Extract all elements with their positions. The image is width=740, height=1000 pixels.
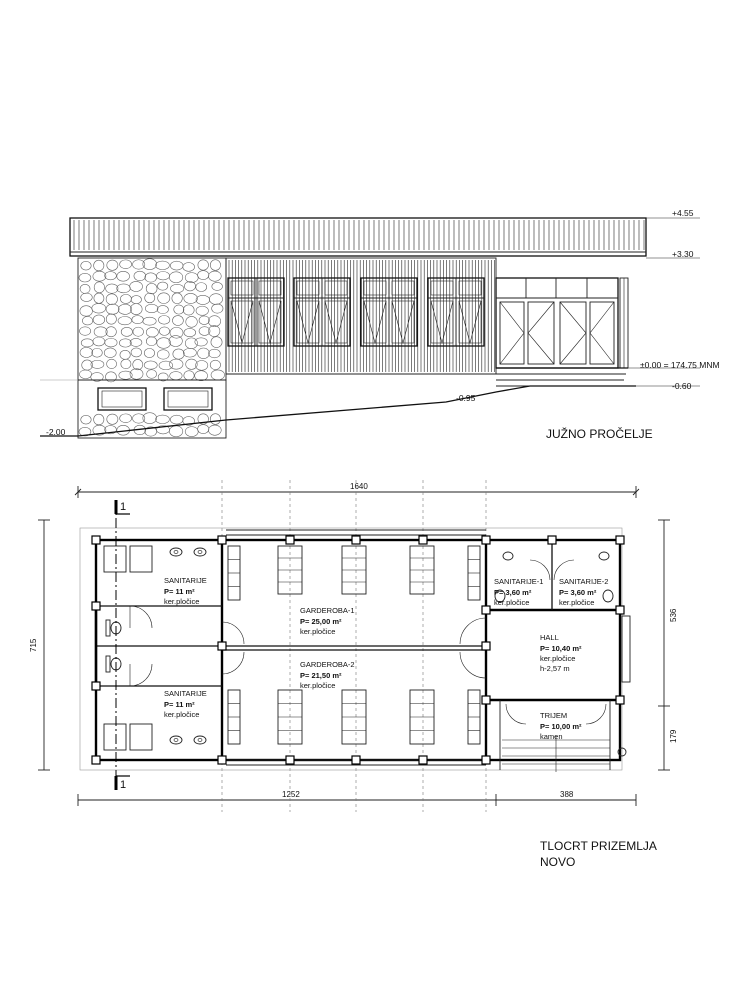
stone	[146, 327, 158, 337]
stone	[130, 281, 143, 291]
stone	[170, 372, 182, 380]
stone	[208, 316, 220, 327]
stone	[169, 359, 183, 369]
stone	[172, 293, 182, 304]
level-eave: +3.30	[672, 249, 694, 259]
stone	[198, 271, 209, 280]
stone	[119, 339, 131, 347]
elevation-windows	[228, 278, 484, 346]
stone	[82, 316, 92, 324]
room-height: h-2,57 m	[540, 664, 570, 673]
room-name: SANITARIJE-1	[494, 577, 544, 586]
stone	[157, 338, 171, 349]
stone	[172, 316, 183, 326]
column	[218, 756, 226, 764]
stone	[195, 338, 207, 346]
stone	[199, 316, 209, 325]
stone	[158, 282, 168, 290]
stone	[170, 415, 183, 424]
stone	[210, 414, 220, 425]
window-pane	[297, 281, 319, 295]
stone	[196, 295, 210, 304]
room-name: SANITARIJE	[164, 689, 207, 698]
column	[482, 536, 490, 544]
column	[482, 756, 490, 764]
plan-benches	[228, 546, 480, 744]
stone	[104, 348, 116, 358]
stone	[121, 359, 131, 368]
elevation-title: JUŽNO PROČELJE	[546, 427, 653, 441]
stone	[156, 415, 170, 424]
room-finish: ker.pločice	[164, 597, 200, 606]
room-name: HALL	[540, 633, 559, 642]
stone	[106, 294, 117, 305]
stone	[196, 283, 207, 292]
stone	[210, 360, 220, 369]
stone	[183, 305, 194, 315]
stone	[132, 316, 144, 324]
stone	[184, 371, 194, 380]
dim-total-height: 715	[29, 638, 38, 652]
stone	[208, 271, 221, 281]
stone	[146, 337, 156, 346]
stone	[120, 294, 131, 303]
stone	[106, 304, 119, 314]
stone	[198, 348, 210, 359]
room-area: P= 3,60 m²	[494, 588, 532, 597]
plan-title: TLOCRT PRIZEMLJA	[540, 839, 657, 853]
room-area: P= 21,50 m²	[300, 671, 342, 680]
level-roof-top: +4.55	[672, 208, 694, 218]
stone	[105, 272, 117, 280]
stone	[81, 261, 91, 270]
dimension-left	[29, 520, 50, 770]
room-area: P= 10,40 m²	[540, 644, 582, 653]
stone	[159, 327, 169, 335]
room-name: GARDEROBA-2	[300, 660, 355, 669]
stone	[93, 337, 105, 346]
stone	[170, 284, 183, 292]
level-left-ground: -2.00	[46, 427, 66, 437]
stone	[169, 336, 182, 347]
stone	[210, 260, 220, 271]
stone	[107, 260, 118, 270]
room-name: TRIJEM	[540, 711, 568, 720]
room-label-sanitarije-top	[164, 576, 207, 606]
level-right-ground: -0.60	[672, 381, 692, 391]
stone	[211, 370, 225, 380]
dimension-right	[658, 520, 678, 770]
stone	[183, 263, 195, 272]
stone	[186, 316, 198, 327]
stone	[79, 327, 90, 335]
room-area: P= 11 m²	[164, 700, 195, 709]
stone	[79, 370, 91, 379]
stone	[81, 339, 93, 347]
column	[218, 642, 226, 650]
stone	[79, 273, 91, 282]
column	[419, 536, 427, 544]
window-pane	[259, 301, 281, 343]
stone	[169, 426, 182, 437]
dimension-top	[75, 482, 639, 498]
stone	[209, 294, 222, 305]
stone	[211, 337, 222, 348]
plan-subtitle: NOVO	[540, 855, 576, 869]
stone	[212, 304, 223, 313]
stone	[120, 350, 130, 359]
stone	[92, 348, 102, 357]
column	[482, 606, 490, 614]
column	[92, 536, 100, 544]
stone	[145, 293, 155, 303]
stone	[145, 304, 158, 313]
room-finish: kamen	[540, 732, 563, 741]
stone	[133, 327, 143, 336]
stone	[157, 350, 169, 360]
room-label-garderoba-2	[300, 660, 355, 690]
stone	[81, 293, 93, 301]
stone	[94, 414, 104, 425]
stone	[130, 338, 142, 346]
stone	[198, 260, 209, 270]
stone	[81, 415, 91, 424]
stone	[146, 283, 157, 293]
stone	[185, 427, 198, 437]
window-pane	[459, 281, 481, 295]
column	[92, 602, 100, 610]
stone	[158, 315, 169, 324]
stone	[131, 296, 141, 304]
window-pane	[297, 301, 319, 343]
room-label-hall	[540, 633, 582, 673]
column	[218, 536, 226, 544]
stone	[118, 317, 132, 325]
elevation-roof	[70, 218, 646, 256]
room-label-sanitarije-bottom	[164, 689, 207, 719]
room-finish: ker.pločice	[300, 681, 336, 690]
column	[286, 536, 294, 544]
section-marker-bottom: 1	[120, 779, 127, 791]
stone	[106, 284, 118, 293]
stone	[117, 271, 130, 281]
section-marker-top: 1	[120, 501, 127, 513]
elevation-entrance	[496, 278, 628, 386]
stone	[157, 272, 170, 280]
room-name: GARDEROBA-1	[300, 606, 355, 615]
column	[548, 536, 556, 544]
stone	[212, 282, 223, 290]
stone	[183, 348, 196, 357]
window-pane	[459, 301, 481, 343]
stone	[147, 370, 157, 379]
column	[482, 696, 490, 704]
level-zero: ±0.00 = 174.75 MNM	[640, 360, 720, 370]
room-label-garderoba-1	[300, 606, 355, 636]
stone	[117, 284, 131, 293]
stone	[156, 261, 170, 270]
column	[482, 642, 490, 650]
column	[92, 682, 100, 690]
stone	[105, 338, 117, 347]
stone	[107, 414, 118, 424]
stone	[80, 284, 90, 293]
stone	[173, 349, 184, 359]
window-pane	[259, 281, 281, 295]
window-opening-mark	[297, 301, 319, 343]
room-name: SANITARIJE	[164, 576, 207, 585]
room-label-sanitarije-1	[494, 577, 543, 607]
dimension-bottom	[78, 790, 636, 806]
stone	[170, 261, 183, 270]
stone	[157, 306, 168, 314]
stone	[184, 293, 198, 303]
stone	[94, 260, 104, 271]
stone	[120, 414, 132, 423]
stone	[184, 328, 196, 336]
stone	[80, 306, 93, 316]
dim-right-width: 388	[560, 790, 574, 799]
stone	[118, 304, 132, 314]
stone	[185, 273, 198, 283]
column	[616, 536, 624, 544]
column	[286, 756, 294, 764]
dim-left-width: 1252	[282, 790, 300, 799]
stone	[94, 327, 107, 337]
window-opening-mark	[259, 301, 281, 343]
stone	[159, 361, 173, 370]
stone	[92, 303, 106, 313]
stone	[93, 271, 106, 281]
room-finish: ker.pločice	[540, 654, 576, 663]
room-label-trijem	[540, 711, 582, 741]
stone	[143, 317, 156, 325]
room-label-sanitarije-2	[559, 577, 608, 607]
level-mid-ground: -0.95	[456, 393, 476, 403]
south-elevation	[40, 208, 720, 441]
stone	[144, 348, 154, 357]
room-area: P= 25,00 m²	[300, 617, 342, 626]
stone	[133, 359, 143, 369]
dim-lower-right-height: 179	[669, 729, 678, 743]
stone	[93, 315, 105, 325]
room-name: SANITARIJE-2	[559, 577, 609, 586]
stone	[195, 371, 208, 381]
dim-total-width: 1640	[350, 482, 368, 491]
window-opening-mark	[459, 301, 481, 343]
stone	[158, 293, 170, 304]
ground-floor-plan	[29, 480, 678, 869]
room-finish: ker.pločice	[300, 627, 336, 636]
stone	[107, 359, 117, 368]
column	[419, 756, 427, 764]
room-finish: ker.pločice	[559, 598, 595, 607]
stone	[198, 425, 209, 434]
stone	[120, 260, 132, 269]
stone	[169, 272, 182, 283]
stone	[134, 271, 146, 280]
stone	[94, 293, 104, 303]
stone	[184, 281, 195, 290]
stone	[91, 360, 104, 368]
room-area: P= 3,60 m²	[559, 588, 597, 597]
stone	[144, 361, 157, 369]
column	[352, 536, 360, 544]
column	[616, 696, 624, 704]
column	[352, 756, 360, 764]
elevation-stone-wall	[78, 258, 226, 438]
room-area: P= 11 m²	[164, 587, 195, 596]
stone	[94, 282, 104, 293]
room-finish: ker.pločice	[164, 710, 200, 719]
stone	[80, 347, 93, 357]
room-finish: ker.pločice	[494, 598, 530, 607]
stone	[145, 273, 157, 282]
stone	[209, 349, 221, 358]
column	[616, 606, 624, 614]
stone	[106, 314, 116, 324]
stone	[208, 425, 221, 435]
room-area: P= 10,00 m²	[540, 722, 582, 731]
stone	[131, 348, 142, 357]
dim-upper-right-height: 536	[669, 608, 678, 622]
column	[92, 756, 100, 764]
stone	[174, 305, 184, 314]
stone	[196, 306, 208, 315]
stone	[121, 327, 132, 336]
